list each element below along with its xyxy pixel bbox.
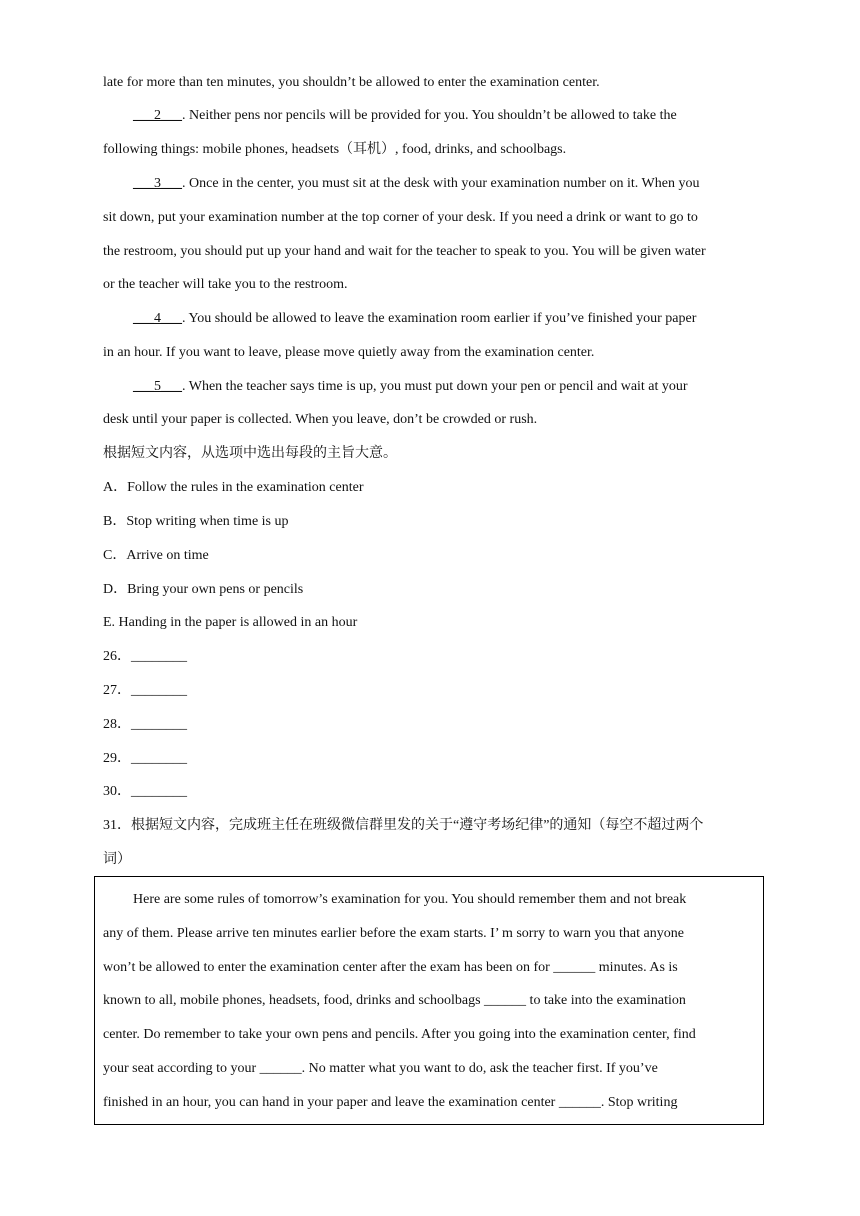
answer-27: 27．________ [103,683,187,698]
answer-28: 28．________ [103,717,187,732]
option-c: C．Arrive on time [103,548,209,563]
paragraph-5-text: . When the teacher says time is up, you must put down your pen or pencil and wait at your [182,379,688,394]
paragraph-4-line [133,309,696,329]
question-31: 31．根据短文内容，完成班主任在班级微信群里发的关于“遵守考场纪律”的通知（每空不超过两个 [103,818,704,833]
passage-line: desk until your paper is collected. When you leave, don’t be crowded or rush. [103,412,538,427]
blank-5: ___5___ [133,379,182,394]
option-a: A．Follow the rules in the examination center [103,480,364,495]
blank-3: ___3___ [133,176,182,191]
passage-line: sit down, put your examination number at the top corner of your desk. If you need a drink or want to go to [103,210,698,225]
paragraph-4-text: . You should be allowed to leave the examination room earlier if you’ve finished your paper [182,311,697,326]
notice-line: finished in an hour, you can hand in your paper and leave the examination center ______. Stop writing [103,1095,678,1110]
notice-line: Here are some rules of tomorrow’s examination for you. You should remember them and not break [133,892,687,907]
paragraph-3-text: . Once in the center, you must sit at the desk with your examination number on it. When you [182,176,700,191]
paragraph-2-line [133,106,677,126]
paragraph-2-text: . Neither pens nor pencils will be provided for you. You shouldn’t be allowed to take the [182,108,677,123]
blank-2: ___2___ [133,108,182,123]
notice-line: center. Do remember to take your own pens and pencils. After you going into the examination center, find [103,1027,696,1042]
option-e: E. Handing in the paper is allowed in an hour [103,615,358,630]
passage-line: or the teacher will take you to the restroom. [103,277,348,292]
blank-4: ___4___ [133,311,182,326]
passage-line: the restroom, you should put up your hand and wait for the teacher to speak to you. You will be given water [103,244,706,259]
notice-line: your seat according to your ______. No matter what you want to do, ask the teacher first. If you’ve [103,1061,658,1076]
answer-26: 26．________ [103,649,187,664]
option-d: D．Bring your own pens or pencils [103,582,304,597]
passage-line: in an hour. If you want to leave, please move quietly away from the examination center. [103,345,595,360]
notice-line: known to all, mobile phones, headsets, food, drinks and schoolbags ______ to take into the examination [103,993,686,1008]
passage-line: following things: mobile phones, headsets（耳机）, food, drinks, and schoolbags. [103,142,567,157]
answer-30: 30．________ [103,784,187,799]
instruction: 根据短文内容，从选项中选出每段的主旨大意。 [103,446,397,461]
notice-line: any of them. Please arrive ten minutes earlier before the exam starts. I’ m sorry to warn you that anyone [103,926,684,941]
answer-29: 29．________ [103,751,187,766]
option-b: B．Stop writing when time is up [103,514,289,529]
question-31-continued: 词） [103,852,131,867]
notice-line: won’t be allowed to enter the examination center after the exam has been on for ______ minutes. As is [103,960,678,975]
paragraph-5-line [133,377,688,397]
paragraph-3-line [133,174,699,194]
passage-line: late for more than ten minutes, you shouldn’t be allowed to enter the examination center. [103,75,600,90]
